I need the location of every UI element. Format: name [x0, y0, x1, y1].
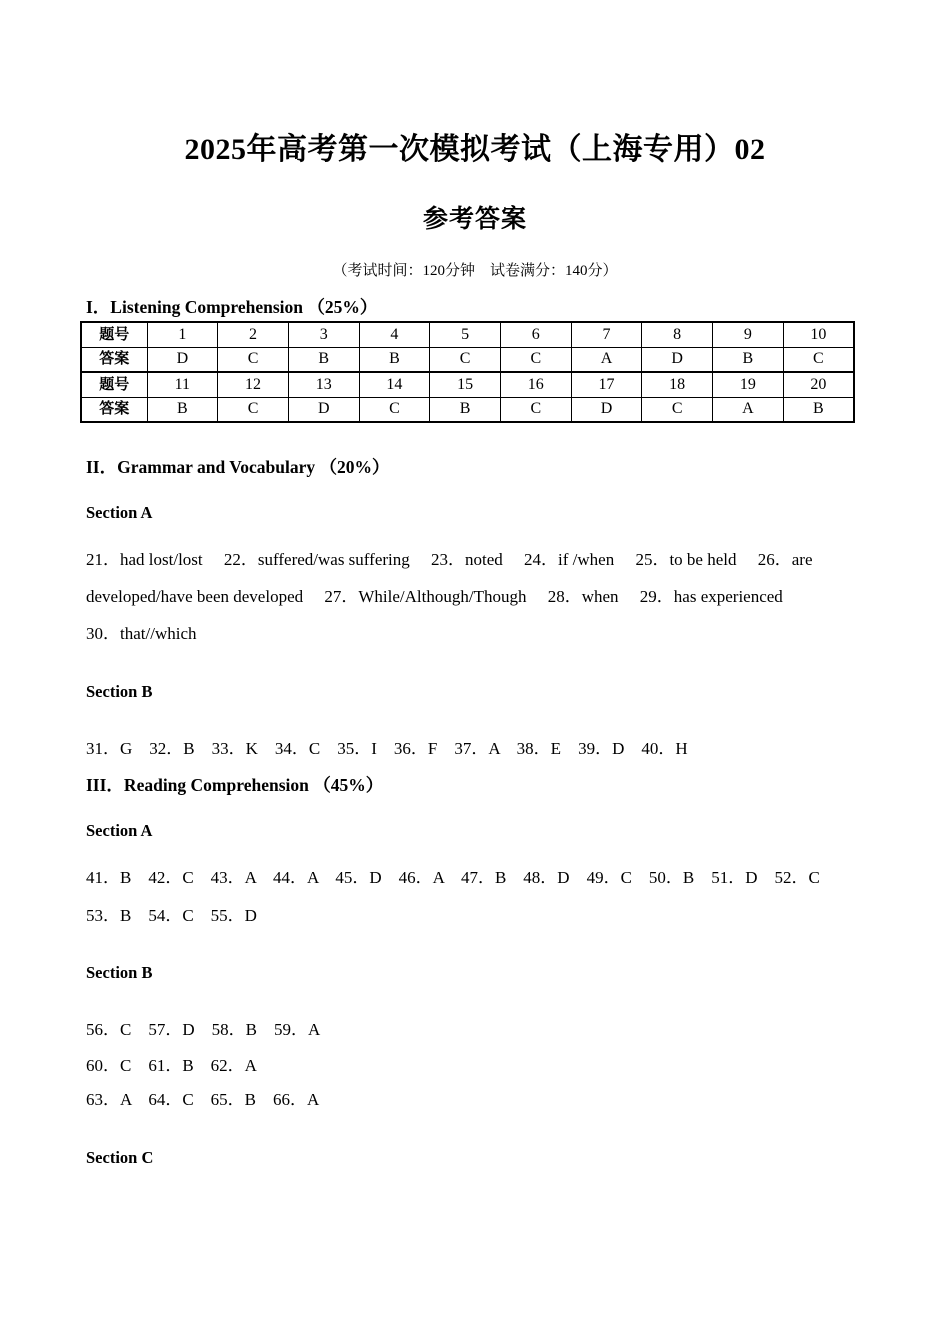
question-number-cell: 17 — [571, 372, 642, 397]
grammar-section-b-answers-line: 31．G 32．B 33．K 34．C 35．I 36．F 37．A 38．E 39．D 40．H — [86, 739, 688, 758]
question-number-cell: 2 — [218, 322, 289, 347]
grammar-section-a-answers-line-3: 30．that//which — [86, 624, 197, 643]
answer-key-subtitle: 参考答案 — [422, 206, 527, 233]
answer-cell: D — [642, 347, 713, 372]
question-number-cell: 5 — [430, 322, 501, 347]
answer-cell: B — [783, 397, 854, 422]
row-label-question-number: 题号 — [81, 372, 147, 397]
question-number-cell: 9 — [713, 322, 784, 347]
question-number-cell: 3 — [288, 322, 359, 347]
answer-cell: C — [218, 347, 289, 372]
answer-cell: A — [713, 397, 784, 422]
question-number-cell: 11 — [147, 372, 218, 397]
answer-cell: B — [359, 347, 430, 372]
row-label-answer: 答案 — [81, 347, 147, 372]
table-row-answers-1-10 — [81, 347, 854, 372]
answer-cell: C — [218, 397, 289, 422]
answer-cell: C — [359, 397, 430, 422]
listening-comprehension-heading: I．Listening Comprehension （25%） — [86, 297, 378, 317]
reading-section-b-answers-line-3: 63．A 64．C 65．B 66．A — [86, 1090, 320, 1109]
table-row-question-numbers-11-20 — [81, 372, 854, 397]
answer-cell: B — [430, 397, 501, 422]
answer-cell: D — [147, 347, 218, 372]
row-label-question-number: 题号 — [81, 322, 147, 347]
reading-section-b-label: Section B — [86, 963, 153, 982]
question-number-cell: 20 — [783, 372, 854, 397]
reading-section-a-answers-line-1: 41．B 42．C 43．A 44．A 45．D 46．A 47．B 48．D 49．C 50．B 51．D 52．C — [86, 868, 820, 887]
question-number-cell: 12 — [218, 372, 289, 397]
question-number-cell: 13 — [288, 372, 359, 397]
answer-cell: D — [288, 397, 359, 422]
answer-cell: A — [571, 347, 642, 372]
question-number-cell: 6 — [500, 322, 571, 347]
reading-section-a-answers-line-2: 53．B 54．C 55．D — [86, 906, 257, 925]
answer-cell: C — [430, 347, 501, 372]
grammar-section-a-answers-line-2: developed/have been developed 27．While/Although/Though 28．when 29．has experienced — [86, 587, 783, 606]
row-label-answer: 答案 — [81, 397, 147, 422]
grammar-vocabulary-heading: II．Grammar and Vocabulary （20%） — [86, 457, 390, 477]
question-number-cell: 14 — [359, 372, 430, 397]
page-title: 2025年高考第一次模拟考试（上海专用）02 — [184, 133, 766, 166]
answer-cell: C — [500, 397, 571, 422]
answer-cell: C — [500, 347, 571, 372]
listening-answer-table — [80, 321, 855, 423]
question-number-cell: 10 — [783, 322, 854, 347]
answer-cell: C — [642, 397, 713, 422]
reading-section-a-label: Section A — [86, 821, 153, 840]
grammar-section-b-label: Section B — [86, 682, 153, 701]
reading-comprehension-heading: III．Reading Comprehension （45%） — [86, 775, 384, 795]
question-number-cell: 16 — [500, 372, 571, 397]
question-number-cell: 7 — [571, 322, 642, 347]
question-number-cell: 18 — [642, 372, 713, 397]
table-row-answers-11-20 — [81, 397, 854, 422]
reading-section-c-label: Section C — [86, 1148, 154, 1167]
answer-cell: B — [147, 397, 218, 422]
reading-section-b-answers-line-2: 60．C 61．B 62．A — [86, 1056, 257, 1075]
question-number-cell: 8 — [642, 322, 713, 347]
question-number-cell: 4 — [359, 322, 430, 347]
question-number-cell: 19 — [713, 372, 784, 397]
answer-cell: B — [713, 347, 784, 372]
answer-cell: D — [571, 397, 642, 422]
question-number-cell: 1 — [147, 322, 218, 347]
reading-section-b-answers-line-1: 56．C 57．D 58．B 59．A — [86, 1020, 321, 1039]
exam-info-line: （考试时间：120分钟 试卷满分：140分） — [332, 263, 618, 279]
answer-cell: B — [288, 347, 359, 372]
table-row-question-numbers-1-10 — [81, 322, 854, 347]
grammar-section-a-answers-line-1: 21．had lost/lost 22．suffered/was suffering 23．noted 24．if /when 25．to be held 26．are — [86, 550, 813, 569]
grammar-section-a-label: Section A — [86, 503, 153, 522]
question-number-cell: 15 — [430, 372, 501, 397]
answer-cell: C — [783, 347, 854, 372]
